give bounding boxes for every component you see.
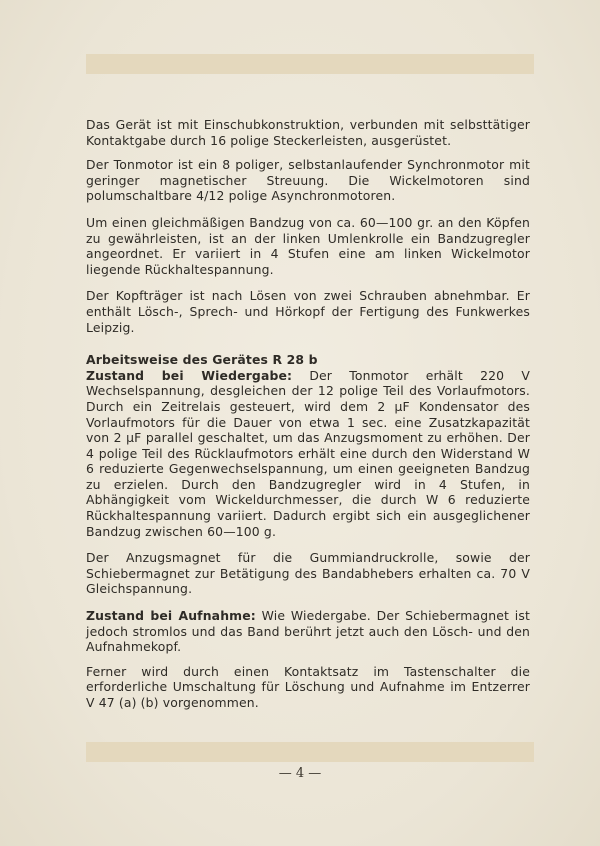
aufnahme-lead: Zustand bei Aufnahme: — [86, 608, 256, 624]
document-body — [86, 117, 530, 711]
wiedergabe-lead: Zustand bei Wiedergabe: — [86, 367, 293, 383]
paragraph-kopftraeger: Der Kopfträger ist nach Lösen von zwei Schrauben abnehmbar. Er enthält Lösch-, Sprech- und Hörkopf der Fertigung des Funkwerkes Leipzig. — [86, 288, 530, 335]
top-decorative-band — [86, 54, 534, 74]
wiedergabe-text: Der Tonmotor erhält 220 V Wechselspannung, desgleichen der 12 polige Teil des Vorlaufmotors. Durch ein Zeitrelais gesteuert, wird dem 2 µF Kondensator des Vorlaufmotors für die Dauer von etwa 1 sec. eine Zusatzkapazität von 2 µF parallel geschaltet, um das Anzugsmoment zu erhöhen. Der 4 polige Teil des Rücklaufmotors erhält eine durch den Widerstand W 6 reduzierte Gegenwechselspannung, um einen geeigneten Bandzug zu erzielen. Durch den Bandzugregler wird in 4 Stufen, in Abhängigkeit vom Wickeldurchmesser, die durch W 6 reduzierte Rückhaltespannung variiert. Dadurch ergibt sich ein ausgeglichener Bandzug zwischen 60—100 g. — [86, 367, 530, 539]
bottom-decorative-band — [86, 742, 534, 762]
aufnahme-text: Wie Wiedergabe. Der Schiebermagnet ist jedoch stromlos und das Band berührt jetzt auch den Lösch- und den Aufnahmekopf. — [86, 608, 530, 655]
paragraph-einschub: Das Gerät ist mit Einschubkonstruktion, verbunden mit selbsttätiger Kontaktgabe durch 16 polige Steckerleisten, ausgerüstet. — [86, 117, 530, 148]
paragraph-wiedergabe — [86, 368, 530, 540]
paragraph-ferner: Ferner wird durch einen Kontaktsatz im Tastenschalter die erforderliche Umschaltung für Löschung und Aufnahme im Entzerrer V 47 (a) (b) vorgenommen. — [86, 663, 530, 710]
section-heading: Arbeitsweise des Gerätes R 28 b — [86, 352, 318, 368]
paragraph-anzugsmagnet: Der Anzugsmagnet für die Gummiandruckrolle, sowie der Schiebermagnet zur Betätigung des Bandabhebers erhalten ca. 70 V Gleichspannung. — [86, 550, 530, 597]
page-number: — 4 — — [278, 766, 322, 781]
paragraph-bandzug: Um einen gleichmäßigen Bandzug von ca. 60—100 gr. an den Köpfen zu gewährleisten, ist an der linken Umlenkrolle ein Bandzugregler angeordnet. Er variiert in 4 Stufen eine am linken Wickelmotor liegende Rückhaltespannung. — [86, 214, 530, 277]
paragraph-tonmotor: Der Tonmotor ist ein 8 poliger, selbstanlaufender Synchronmotor mit geringer magnetischer Streuung. Die Wickelmotoren sind polumschaltbare 4/12 polige Asynchronmotoren. — [86, 157, 530, 204]
paragraph-aufnahme — [86, 608, 530, 655]
